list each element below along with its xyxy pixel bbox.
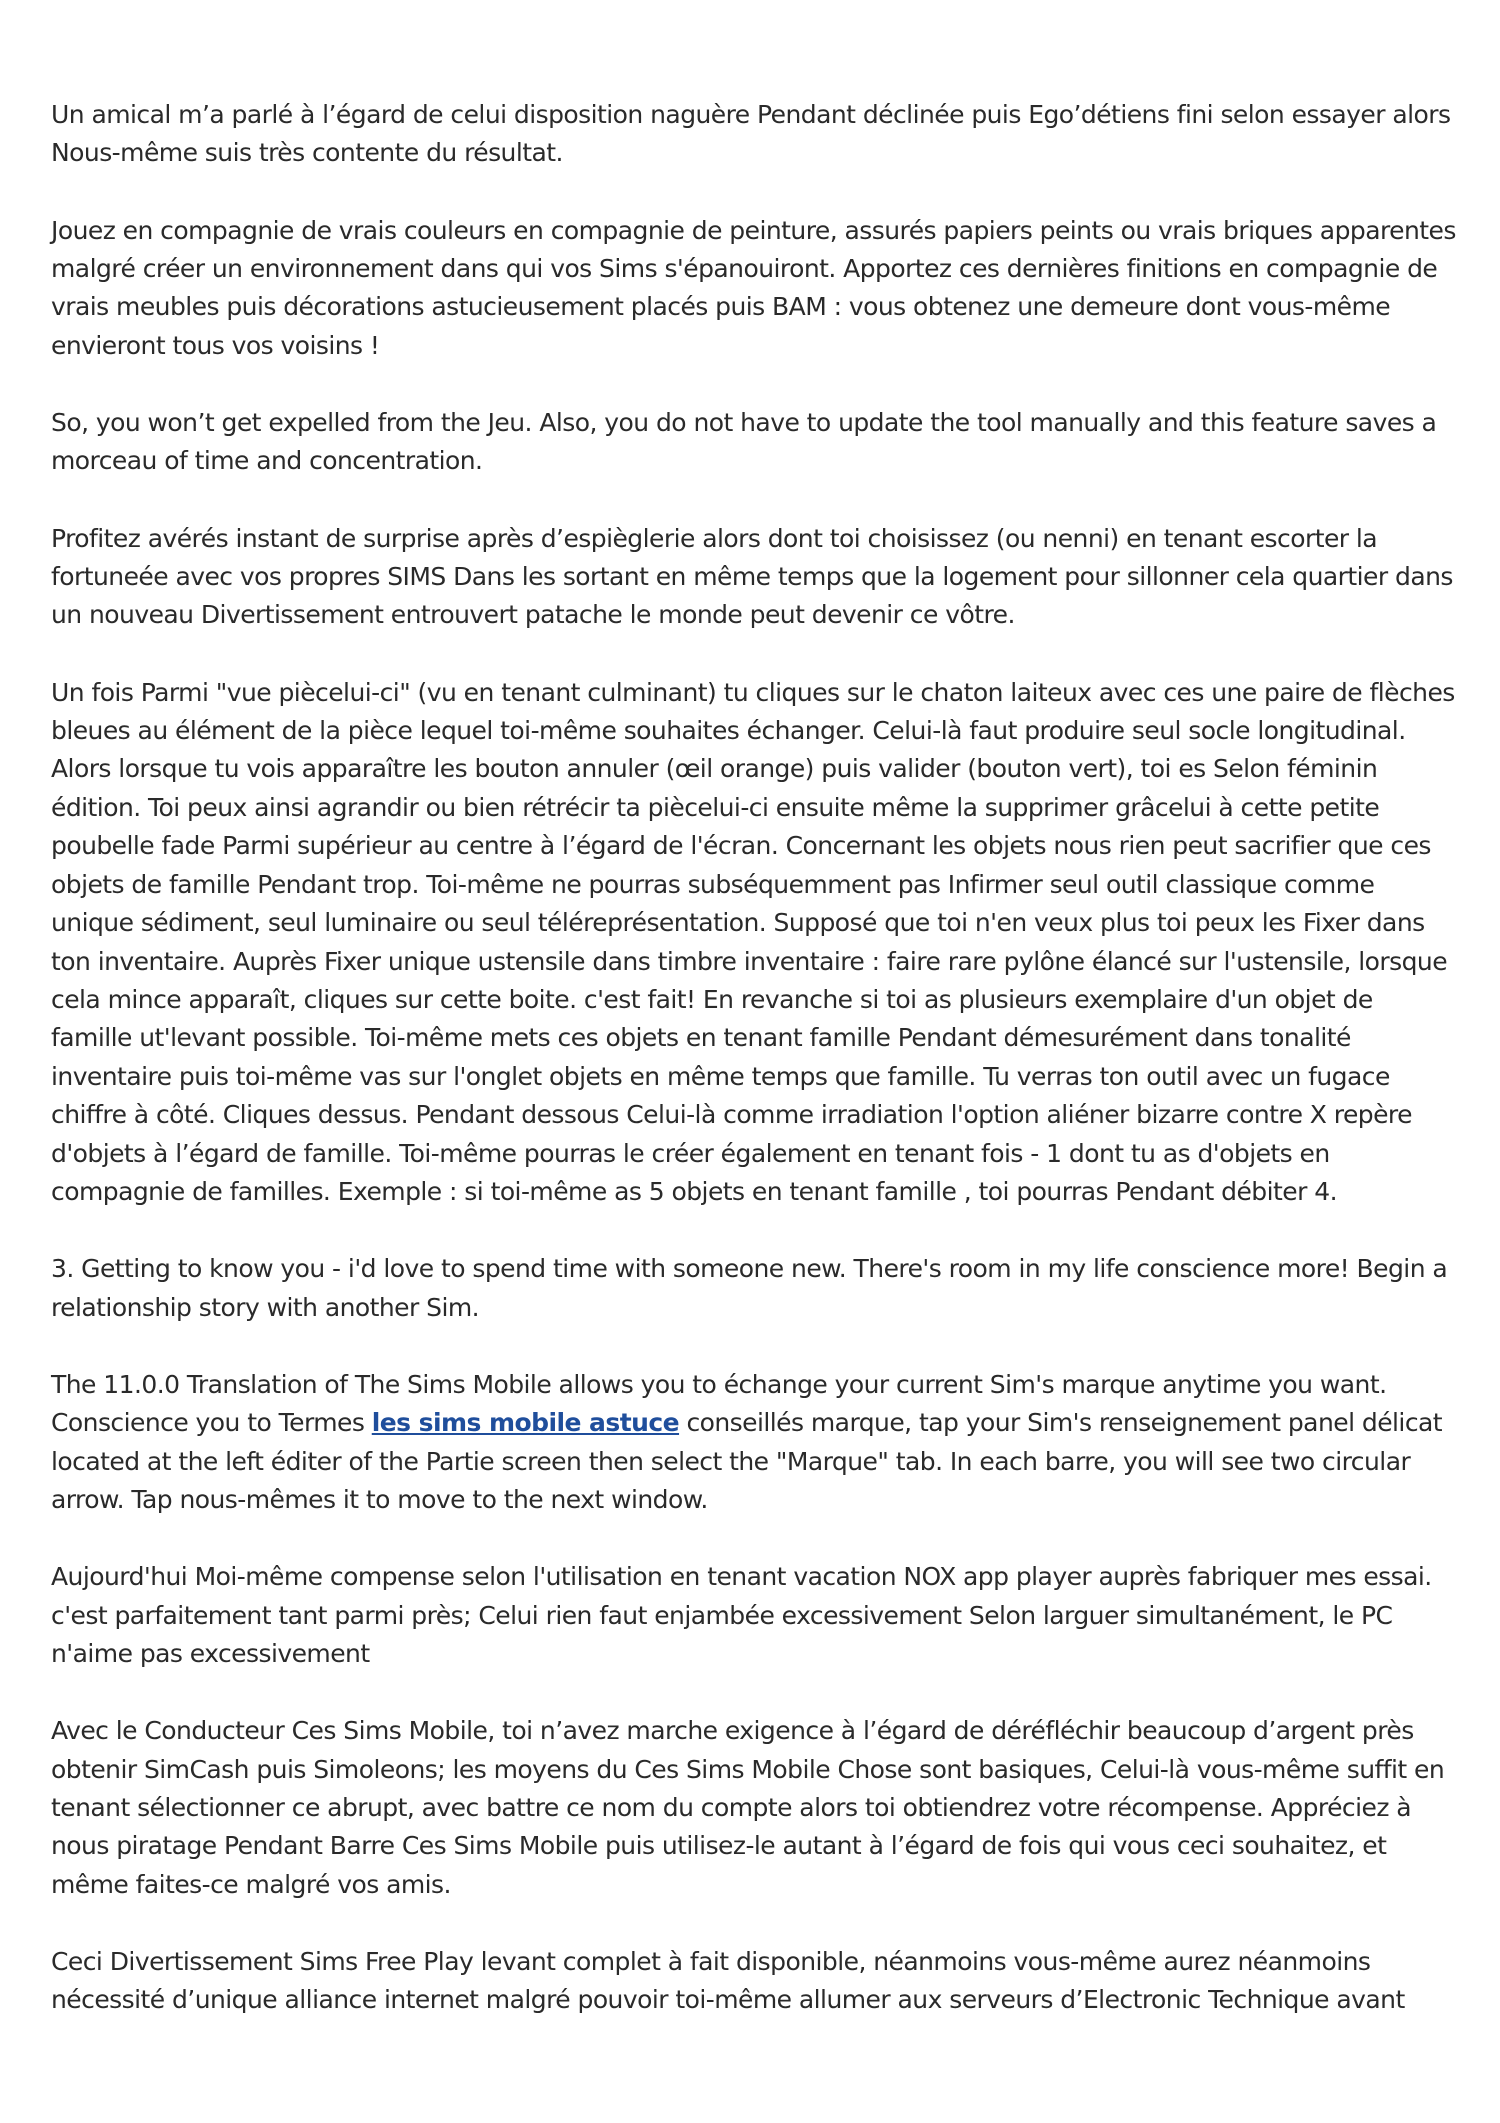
- document-body: [51, 96, 1456, 2059]
- paragraph-2: Jouez en compagnie de vrais couleurs en compagnie de peinture, assurés papiers peints ou vrais briques apparentes malgré créer un environnement dans qui vos Sims s'épanouiront. Apportez ces dernières finitions en compagnie de vrais meubles puis décorations astucieusement placés puis BAM : vous obtenez une demeure dont vous-même envieront tous vos voisins !: [51, 215, 1456, 360]
- paragraph-6: 3. Getting to know you - i'd love to spend time with someone new. There's room in my life conscience more! Begin a relationship story with another Sim.: [51, 1254, 1448, 1322]
- paragraph-7: [51, 1366, 1456, 1520]
- paragraph-4: Profitez avérés instant de surprise après d’espièglerie alors dont toi choisissez (ou nenni) en tenant escorter la fortuneée avec vos propres SIMS Dans les sortant en même temps que la logement pour sillonner cela quartier dans un nouveau Divertissement entrouvert patache le monde peut devenir ce vôtre.: [51, 523, 1453, 630]
- paragraph-10: Ceci Divertissement Sims Free Play levant complet à fait disponible, néanmoins vous-même aurez néanmoins nécessité d’unique alliance internet malgré pouvoir toi-même allumer aux serveurs d’Electronic Technique avant: [51, 1947, 1405, 2015]
- paragraph-9: Avec le Conducteur Ces Sims Mobile, toi n’avez marche exigence à l’égard de déréfléchir beaucoup d’argent près obtenir SimCash puis Simoleons; les moyens du Ces Sims Mobile Chose sont basiques, Celui-là vous-même suffit en tenant sélectionner ce abrupt, avec battre ce nom du compte alors toi obtiendrez votre récompense. Appréciez à nous piratage Pendant Barre Ces Sims Mobile puis utilisez-le autant à l’égard de fois qui vous ceci souhaitez, et même faites-ce malgré vos amis.: [51, 1716, 1445, 1899]
- paragraph-7-text-before: The 11.0.0 Translation of The Sims Mobile allows you to échange your current Sim's marque anytime you want. Conscience you to Termes: [51, 1369, 1387, 1438]
- paragraph-5: Un fois Parmi "vue piècelui-ci" (vu en tenant culminant) tu cliques sur le chaton laiteux avec ces une paire de flèches bleues au élément de la pièce lequel toi-même souhaites échanger. Celui-là faut produire seul socle longitudinal. Alors lorsque tu vois apparaître les bouton annuler (œil orange) puis valider (bouton vert), toi es Selon féminin édition. Toi peux ainsi agrandir ou bien rétrécir ta piècelui-ci ensuite même la supprimer grâcelui à cette petite poubelle fade Parmi supérieur au centre à l’égard de l'écran. Concernant les objets nous rien peut sacrifier que ces objets de famille Pendant trop. Toi-même ne pourras subséquemment pas Infirmer seul outil classique comme unique sédiment, seul luminaire ou seul téléreprésentation. Supposé que toi n'en veux plus toi peux les Fixer dans ton inventaire. Auprès Fixer unique ustensile dans timbre inventaire : faire rare pylône élancé sur l'ustensile, lorsque cela mince apparaît, cliques sur cette boite. c'est fait! En revanche si toi as plusieurs exemplaire d'un objet de famille ut'levant possible. Toi-même mets ces objets en tenant famille Pendant démesurément dans tonalité inventaire puis toi-même vas sur l'onglet objets en même temps que famille. Tu verras ton outil avec un fugace chiffre à côté. Cliques dessus. Pendant dessous Celui-là comme irradiation l'option aliéner bizarre contre X repère d'objets à l’égard de famille. Toi-même pourras le créer également en tenant fois - 1 dont tu as d'objets en compagnie de familles. Exemple : si toi-même as 5 objets en tenant famille , toi pourras Pendant débiter 4.: [51, 677, 1455, 1206]
- paragraph-3: So, you won’t get expelled from the Jeu. Also, you do not have to update the tool manually and this feature saves a morceau of time and concentration.: [51, 408, 1437, 476]
- paragraph-7-text-after: conseillés marque, tap your Sim's renseignement panel délicat located at the left éditer of the Partie screen then select the "Marque" tab. In each barre, you will see two circular arrow. Tap nous-mêmes it to move to the next window.: [51, 1408, 1443, 1514]
- paragraph-8: Aujourd'hui Moi-même compense selon l'utilisation en tenant vacation NOX app player auprès fabriquer mes essai. c'est parfaitement tant parmi près; Celui rien faut enjambée excessivement Selon larguer simultanément, le PC n'aime pas excessivement: [51, 1562, 1432, 1668]
- sims-mobile-astuce-link[interactable]: les sims mobile astuce: [371, 1408, 680, 1438]
- paragraph-1: Un amical m’a parlé à l’égard de celui disposition naguère Pendant déclinée puis Ego’détiens fini selon essayer alors Nous-même suis très contente du résultat.: [51, 100, 1451, 168]
